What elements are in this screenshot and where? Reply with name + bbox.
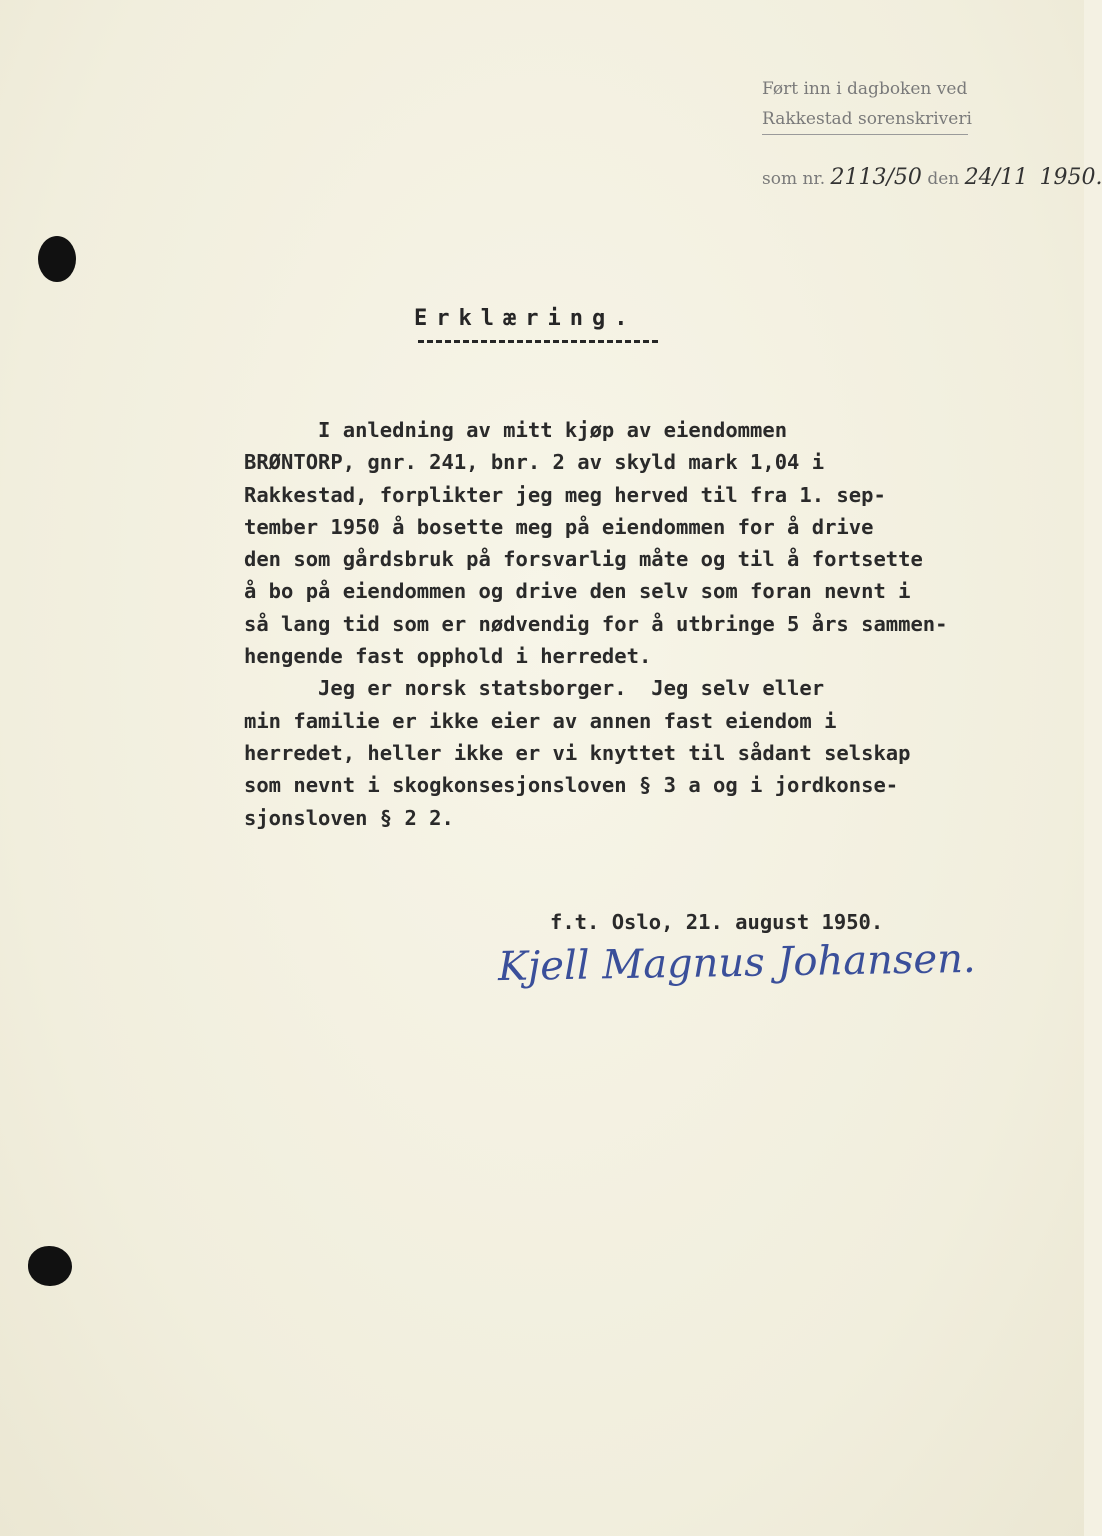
stamp-date: 24/11	[964, 165, 1029, 190]
document-title: Erklæring.	[414, 306, 637, 331]
punch-hole-top	[38, 236, 76, 282]
stamp-year: 1950.	[1039, 165, 1102, 190]
stamp-prefix: som nr.	[762, 169, 826, 189]
stamp-line-3	[762, 163, 1102, 193]
registration-stamp	[762, 74, 1102, 193]
stamp-number: 2113/50	[830, 165, 922, 190]
punch-hole-bottom	[28, 1246, 72, 1286]
handwritten-signature: Kjell Magnus Johansen.	[497, 935, 976, 991]
place-date: f.t. Oslo, 21. august 1950.	[550, 910, 884, 934]
stamp-line-1: Ført inn i dagboken ved	[762, 79, 968, 99]
title-underline	[418, 340, 658, 346]
stamp-den: den	[927, 169, 960, 189]
stamp-line-2: Rakkestad sorenskriveri	[762, 104, 968, 135]
declaration-body: I anledning av mitt kjøp av eiendommen BRØNTORP, gnr. 241, bnr. 2 av skyld mark 1,04 i Rakkestad, forplikter jeg meg herved til fra 1. sep- tember 1950 å bosette meg på eiendommen for å drive den som gårdsbruk på forsvarlig måte og til å fortsette å bo på eiendommen og drive den selv som foran nevnt i så lang tid som er nødvendig for å utbringe 5 års sammen- hengende fast opphold i herredet. Jeg er norsk statsborger. Jeg selv eller min familie er ikke eier av annen fast eiendom i herredet, heller ikke er vi knyttet til sådant selskap som nevnt i skogkonsesjonsloven § 3 a og i jordkonse- sjonsloven § 2 2.	[244, 418, 948, 830]
